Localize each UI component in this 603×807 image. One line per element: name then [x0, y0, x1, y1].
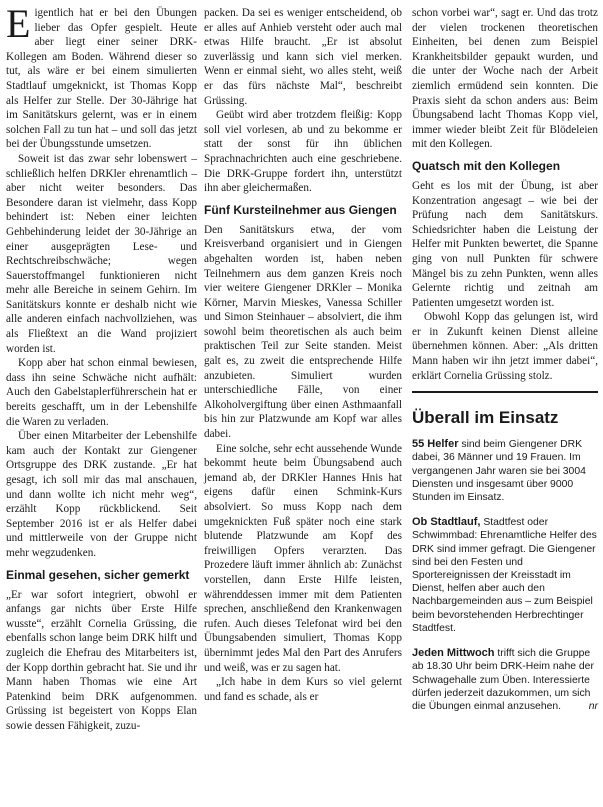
info-box-rule	[412, 391, 598, 393]
info-item: Jeden Mittwoch trifft sich die Gruppe ab 18.30 Uhr beim DRK-Heim nahe der Schwagehalle zum Üben. Interessierte dürfen jederzeit dazukommen, um sich die Übungen einmal anzusehen. nr	[412, 647, 598, 712]
paragraph: Eine solche, sehr echt aussehende Wunde bekommt heute beim Übungsabend auch jemand ab, der DRKler Hannes Hnis hat eigens dafür einen Schmink-Kurs absolviert. So muss Kopp nach dem umgeknickten Fuß später noch eine stark blutende Platzwunde am Kopf des freiwilligen Opfers verarzten. Das Prozedere läuft immer ähnlich ab: Zunächst vorstellen, dann Erste Hilfe leisten, währenddessen immer mit dem Patienten sprechen, anschließend den Krankenwagen rufen. Auch dieses Telefonat wird bei den Übungsabenden simuliert, Thomas Kopp übernimmt jedes Mal den Part des Anrufers und weiß, was er zu sagen hat.	[204, 442, 402, 674]
subheading: Einmal gesehen, sicher gemerkt	[6, 567, 190, 582]
paragraph: Den Sanitätskurs etwa, der vom Kreisverband organisiert und in Giengen abgehalten worden ist, haben neben Teilnehmern aus dem ganzen Kreis noch vier weitere Giengener DRKler – Monika Körner, Marvin Mieskes, Vanessa Schiller und Simon Steinhauer – absolviert, die ihm sowohl beim theoretischen als auch beim praktischen Teil zur Seite standen. Meist galt es, zu zweit die entsprechende Hilfe anzubieten. Simuliert wurden unterschiedliche Fälle, von einer Alkoholvergiftung über einen Asthmaanfall bis hin zur Platzwunde am Kopf war alles dabei.	[204, 223, 402, 441]
article-column-2	[204, 6, 402, 704]
author-initials: nr	[588, 700, 598, 712]
info-item: Ob Stadtlauf, Stadtfest oder Schwimmbad: Ehrenamtliche Helfer des DRK sind immer gefragt. Die Giengener sind bei den Festen und Sportereignissen der Kreisstadt im Dienst, helfen aber auch den Nachbargemeinden aus – zum Beispiel beim bevorstehenden Herbrechtinger Stadtfest.	[412, 516, 597, 634]
lead-paragraph: Eigentlich hat er bei den Übungen lieber das Opfer gespielt. Heute aber liegt einer seiner DRK-Kollegen am Boden. Während dieser so tut, als wäre er bei einem simulierten Stadtlauf umgeknickt, ist Thomas Kopp als Helfer zur Stelle. Der 30-Jährige hat im Sanitätskurs gelernt, was er in einem solchen Fall zu tun hat – und soll das jetzt bei der Übungsstunde umsetzen.	[6, 1, 197, 151]
paragraph: „Ich habe in dem Kurs so viel gelernt und fand es schade, als er	[204, 676, 402, 703]
paragraph: packen. Da sei es weniger entscheidend, ob er alles auf Anhieb versteht oder auch mal etwas Hilfe braucht. „Er ist absolut zuverlässig und kann sich viel merken. Wenn er einmal sieht, wo alles steht, weiß er das fürs nächste Mal“, beschreibt Grüssing.	[204, 7, 402, 107]
info-item: 55 Helfer sind beim Giengener DRK dabei, 36 Männer und 19 Frauen. Im vergangenen Jahr waren sie bei 3004 Diensten und insgesamt über 9000 Stunden im Einsatz.	[412, 438, 586, 504]
paragraph: Obwohl Kopp das gelungen ist, wird er in Zukunft keinen Dienst alleine übernehmen können. Aber: „Als dritten Mann haben wir ihn jetzt immer dabei“, erklärt Cornelia Grüssing stolz.	[412, 311, 598, 382]
paragraph: „Er war sofort integriert, obwohl er anfangs gar nichts über Erste Hilfe wusste“, erzählt Cornelia Grüssing, die ebenfalls schon lange beim DRK hilft und zugleich die Ehefrau des Mitarbeiters ist, der Kopp dorthin gebracht hat. Sie und ihr Mann haben Thomas wie eine Art Patenkind beim DRK aufgenommen. Grüssing ist begeistert von Kopps Elan sowie dessen Fähigkeit, zuzu-	[6, 588, 197, 732]
paragraph: Soweit ist das zwar sehr lobenswert – schließlich helfen DRKler ehrenamtlich – aber nicht weiter besonders. Das Besondere daran ist vielmehr, dass Kopp behindert ist: Neben einer leichten Gehbehinderung leidet der 30-Jährige an einer ausgeprägten Lese- und Rechtschreibschwäche; wegen Sauerstoffmangel funktionieren nicht mehr alle Bereiche in seinem Gehirn. Im Sanitätskurs konnte er deshalb nicht wie alle anderen einfach nachvollziehen, was als Fließtext an die Wand projiziert worden ist.	[6, 152, 197, 355]
info-box-title: Überall im Einsatz	[412, 408, 559, 428]
article-column-1	[6, 1, 197, 734]
paragraph: Über einen Mitarbeiter der Lebenshilfe kam auch der Kontakt zur Giengener Ortsgruppe des DRK zustande. „Er hat gesagt, ich soll mir das mal anschauen, und dann wollte ich nicht mehr weg“, erzählt Kopp rückblickend. Seit September 2016 ist er als Helfer dabei und mittlerweile von der Gruppe nicht mehr wegzudenken.	[6, 430, 197, 559]
paragraph: Geht es los mit der Übung, ist aber Konzentration angesagt – wie bei der Prüfung nach dem Sanitätskurs. Schiedsrichter haben die Leistung der Helfer mit Punkten bewertet, die Spanne ging von null Punkten für schwere Mängel bis zu zehn Punkten, wenn alles Gelernte richtig und zeitnah am Patienten umgesetzt worden ist.	[412, 179, 598, 309]
paragraph: schon vorbei war“, sagt er. Und das trotz der vielen trockenen theoretischen Einheiten, bei denen zum Beispiel Krankheitsbilder gepaukt wurden, und die unter der Woche nach der Arbeit ziemlich ermüdend sein konnten. Die Praxis sieht da schon anders aus: Beim Übungsabend lacht Thomas Kopp viel, immer wieder bleibt Zeit für Blödeleien mit den Kollegen.	[412, 7, 598, 151]
subheading: Fünf Kursteilnehmer aus Giengen	[204, 202, 397, 217]
paragraph: Geübt wird aber trotzdem fleißig: Kopp soll viel vorlesen, ab und zu bekomme er statt der sonst für ihn üblichen Sprachnachrichten auch eine geschriebene. Die DRK-Gruppe fordert ihn, unterstützt ihn aber gleichermaßen.	[204, 109, 402, 195]
article-column-3	[412, 6, 598, 725]
paragraph: Kopp aber hat schon einmal bewiesen, dass ihn seine Schwäche nicht aufhält: Auch den Gabelstaplerführerschein hat er bereits geschafft, um in der Lebenshilfe die Waren zu verladen.	[6, 357, 197, 428]
info-box	[412, 399, 598, 713]
drop-cap: E	[6, 1, 31, 46]
subheading: Quatsch mit den Kollegen	[412, 158, 561, 173]
